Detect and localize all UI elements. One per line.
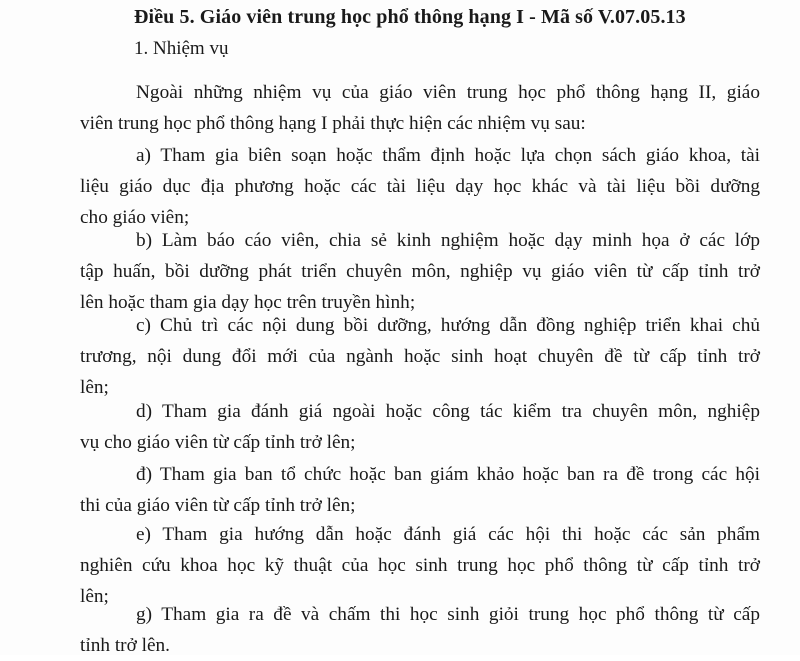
paragraph-line: lên; xyxy=(80,586,109,607)
paragraph-line: b) Làm báo cáo viên, chia sẻ kinh nghiệm hoặc dạy minh họa ở các lớp xyxy=(136,230,760,251)
paragraph-line: thi của giáo viên từ cấp tỉnh trở lên; xyxy=(80,495,356,516)
paragraph-line: c) Chủ trì các nội dung bồi dưỡng, hướng dẫn đồng nghiệp triển khai chủ xyxy=(136,315,760,336)
paragraph-item-c xyxy=(80,310,760,403)
paragraph-item-b xyxy=(80,225,760,318)
paragraph-line: lên; xyxy=(80,377,109,398)
paragraph-line: tỉnh trở lên. xyxy=(80,635,170,656)
paragraph-line: a) Tham gia biên soạn hoặc thẩm định hoặc lựa chọn sách giáo khoa, tài xyxy=(136,145,760,166)
paragraph-line: Ngoài những nhiệm vụ của giáo viên trung học phổ thông hạng II, giáo xyxy=(136,82,760,103)
paragraph-line: trương, nội dung đổi mới của ngành hoặc sinh hoạt chuyên đề từ cấp tỉnh trở xyxy=(80,346,760,367)
article-heading: Điều 5. Giáo viên trung học phổ thông hạng I - Mã số V.07.05.13 xyxy=(134,6,686,28)
paragraph-line: tập huấn, bồi dưỡng phát triển chuyên môn, nghiệp vụ giáo viên từ cấp tỉnh trở xyxy=(80,261,760,282)
paragraph-line: đ) Tham gia ban tổ chức hoặc ban giám khảo hoặc ban ra đề trong các hội xyxy=(136,464,760,485)
paragraph-item-a xyxy=(80,140,760,233)
paragraph-line: g) Tham gia ra đề và chấm thi học sinh giỏi trung học phổ thông từ cấp xyxy=(136,604,760,625)
paragraph-item-g xyxy=(80,599,760,661)
paragraph-line: d) Tham gia đánh giá ngoài hoặc công tác kiểm tra chuyên môn, nghiệp xyxy=(136,401,760,422)
paragraph-intro xyxy=(80,77,760,139)
paragraph-line: liệu giáo dục địa phương hoặc các tài liệu dạy học khác và tài liệu bồi dưỡng xyxy=(80,176,760,197)
section-title: 1. Nhiệm vụ xyxy=(134,38,229,59)
paragraph-item-dd xyxy=(80,459,760,521)
paragraph-line: e) Tham gia hướng dẫn hoặc đánh giá các hội thi hoặc các sản phẩm xyxy=(136,524,760,545)
paragraph-line: lên hoặc tham gia dạy học trên truyền hình; xyxy=(80,292,416,313)
paragraph-line: cho giáo viên; xyxy=(80,207,190,228)
paragraph-line: viên trung học phổ thông hạng I phải thực hiện các nhiệm vụ sau: xyxy=(80,113,586,134)
paragraph-item-d xyxy=(80,396,760,458)
paragraph-line: vụ cho giáo viên từ cấp tỉnh trở lên; xyxy=(80,432,356,453)
paragraph-line: nghiên cứu khoa học kỹ thuật của học sinh trung học phổ thông từ cấp tỉnh trở xyxy=(80,555,760,576)
